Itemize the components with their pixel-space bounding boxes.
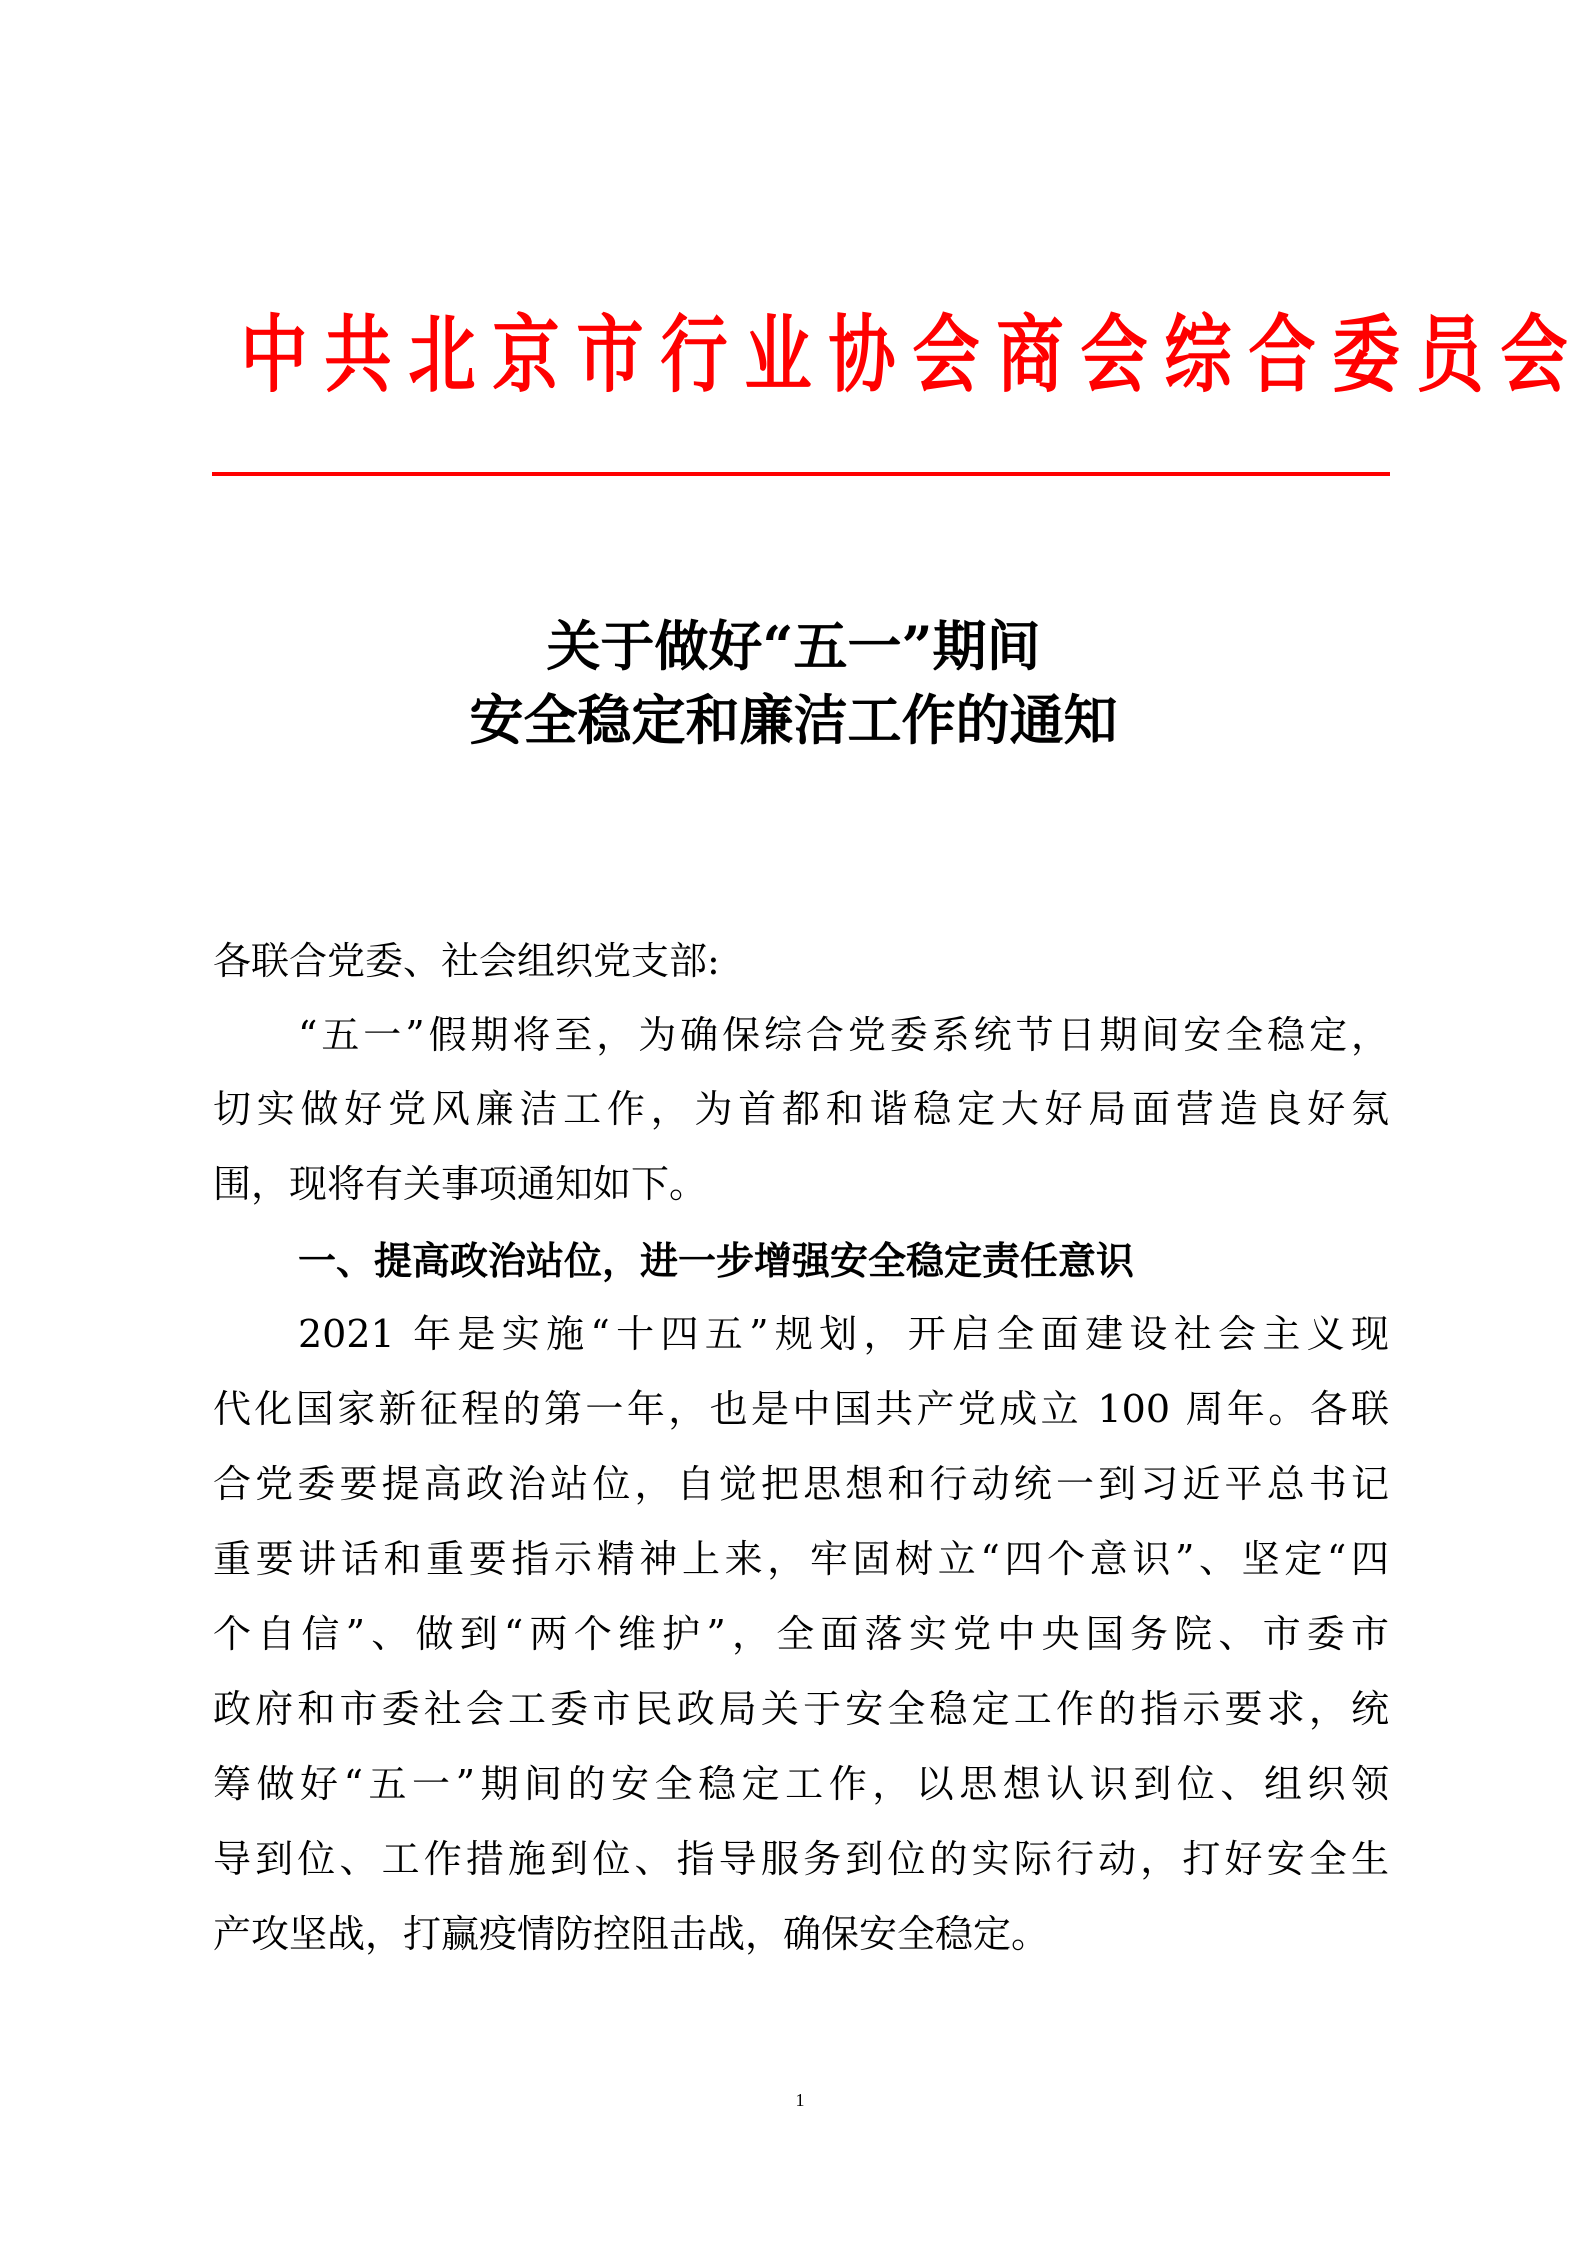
red-divider-line	[212, 472, 1390, 476]
intro-paragraph-line: 切实做好党风廉洁工作，为首都和谐稳定大好局面营造良好氛	[213, 1087, 1389, 1131]
org-char: 商	[996, 305, 1064, 404]
org-char: 会	[912, 305, 980, 404]
red-letterhead	[232, 300, 1568, 410]
organization-name	[232, 300, 1568, 410]
section-1-paragraph-line: 产攻坚战，打赢疫情防控阻击战，确保安全稳定。	[213, 1912, 1050, 1956]
page-number: 1	[795, 2090, 805, 2110]
intro-paragraph-line: 围，现将有关事项通知如下。	[213, 1162, 708, 1206]
org-char: 业	[744, 305, 812, 404]
org-char: 京	[492, 305, 560, 404]
org-char: 协	[828, 305, 896, 404]
org-char: 员	[1416, 305, 1484, 404]
org-char: 综	[1164, 305, 1232, 404]
section-1-paragraph-line: 重要讲话和重要指示精神上来，牢固树立“四个意识”、坚定“四	[213, 1537, 1389, 1581]
section-1-paragraph-line: 合党委要提高政治站位，自觉把思想和行动统一到习近平总书记	[213, 1462, 1389, 1506]
section-1-paragraph-line: 政府和市委社会工委市民政局关于安全稳定工作的指示要求，统	[213, 1687, 1389, 1731]
org-char: 市	[576, 305, 644, 404]
org-char: 会	[1500, 305, 1568, 404]
section-1-paragraph-line: 筹做好“五一”期间的安全稳定工作，以思想认识到位、组织领	[213, 1762, 1389, 1806]
org-char: 合	[1248, 305, 1316, 404]
document-title-line-1: 关于做好“五一”期间	[546, 614, 1041, 678]
org-char: 共	[324, 305, 392, 404]
section-1-paragraph-line: 导到位、工作措施到位、指导服务到位的实际行动，打好安全生	[213, 1837, 1389, 1881]
org-char: 行	[660, 305, 728, 404]
section-1-heading: 一、提高政治站位，进一步增强安全稳定责任意识	[298, 1238, 1135, 1283]
org-char: 中	[240, 305, 308, 404]
org-char: 会	[1080, 305, 1148, 404]
section-1-paragraph-line: 个自信”、做到“两个维护”，全面落实党中央国务院、市委市	[213, 1612, 1389, 1656]
org-char: 委	[1332, 305, 1400, 404]
section-1-paragraph-line: 代化国家新征程的第一年，也是中国共产党成立 100 周年。各联	[213, 1387, 1389, 1431]
org-char: 北	[408, 305, 476, 404]
intro-paragraph-line: “五一”假期将至，为确保综合党委系统节日期间安全稳定，	[298, 1013, 1389, 1057]
document-title-line-2: 安全稳定和廉洁工作的通知	[469, 688, 1118, 752]
section-1-paragraph-line: 2021 年是实施“十四五”规划，开启全面建设社会主义现	[298, 1312, 1389, 1356]
salutation: 各联合党委、社会组织党支部:	[213, 939, 720, 983]
